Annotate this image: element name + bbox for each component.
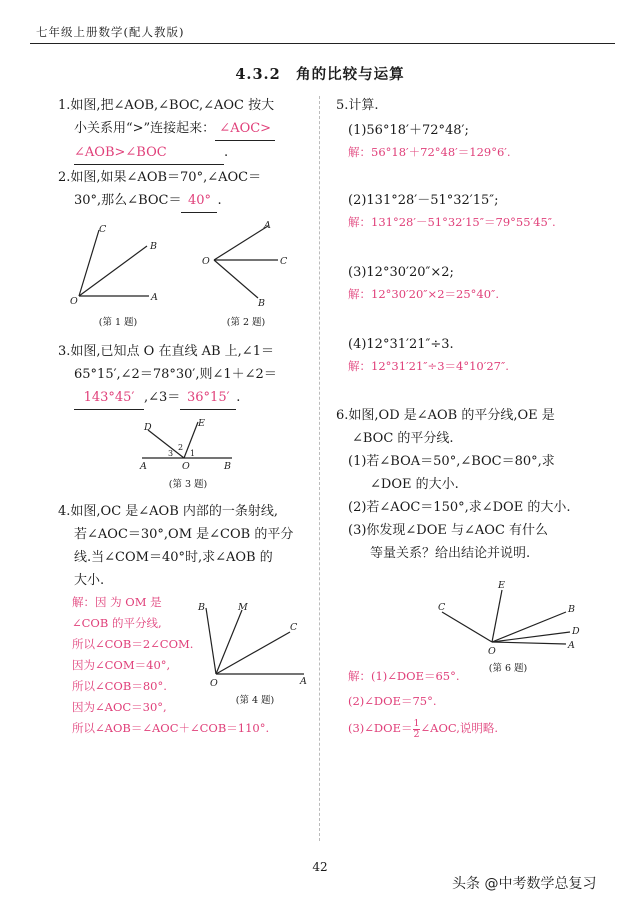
svg-text:C: C <box>99 224 107 235</box>
figure-q4 <box>196 598 311 688</box>
q5-solution: 解：12°31′21″÷3＝4°10′27″. <box>348 359 509 373</box>
q4-solution-line: 所以∠COB＝80°. <box>72 679 167 693</box>
svg-text:O: O <box>182 461 190 472</box>
q5-problem: (3)12°30′20″×2; <box>348 265 454 280</box>
q5-item-1 <box>348 119 618 163</box>
q1-answer-part1: ∠AOC> <box>215 117 275 141</box>
q1-line2: 小关系用“>”连接起来： ∠AOC> <box>74 117 313 141</box>
q5-problem: (1)56°18′＋72°48′; <box>348 123 469 138</box>
svg-text:O: O <box>202 256 210 267</box>
svg-text:A: A <box>568 640 575 651</box>
section-title: 4.3.2 角的比较与运算 <box>235 66 405 83</box>
q1-answer-part2: ∠AOB>∠BOC <box>74 141 224 165</box>
figure-q6-caption: (第 6 题) <box>488 663 528 674</box>
q4-solution-line: ∠COB 的平分线, <box>72 616 162 630</box>
q4-solution-line: 因为∠COM＝40°, <box>72 658 171 672</box>
watermark-text: 头条 @中考数学总复习 <box>452 876 597 892</box>
svg-text:B: B <box>568 604 575 615</box>
svg-text:A: A <box>151 292 158 303</box>
q2-line1: 2.如图,如果∠AOB＝70°,∠AOC＝ <box>58 170 262 185</box>
q6-solution <box>348 666 618 740</box>
q3-line3: 143°45′ ,∠3＝ 36°15′ . <box>74 386 313 410</box>
svg-text:A: A <box>140 461 147 472</box>
svg-text:A: A <box>300 676 307 687</box>
q6-solution-2: (2)∠DOE＝75°. <box>348 694 437 708</box>
q6-solution-3: (3)∠DOE＝ $\frac{1}{2}$ ∠AOC,说明略. <box>348 717 499 740</box>
figure-q1-caption: (第 1 题) <box>98 317 138 328</box>
svg-text:1: 1 <box>190 449 196 458</box>
q5-item-2 <box>348 189 618 233</box>
q2-line2: 30°,那么∠BOC＝ 40° . <box>74 189 313 213</box>
question-2 <box>58 166 313 213</box>
figure-q4-caption: (第 4 题) <box>235 695 275 706</box>
column-divider <box>319 96 320 841</box>
figure-q3 <box>138 418 238 472</box>
q1-line1: 1.如图,把∠AOB,∠BOC,∠AOC 按大 <box>58 98 275 113</box>
svg-text:O: O <box>210 678 218 688</box>
q6-line1: 6.如图,OD 是∠AOB 的平分线,OE 是 <box>336 408 555 423</box>
q3-answer-1: 143°45′ <box>74 386 144 410</box>
svg-text:O: O <box>488 646 496 656</box>
q4-line2: 若∠AOC＝30°,OM 是∠COB 的平分 <box>74 527 294 542</box>
svg-text:A: A <box>264 220 271 231</box>
svg-text:C: C <box>438 602 446 613</box>
q4-solution-line: 解：因 为 OM 是 <box>72 595 162 609</box>
q5-solution: 解：131°28′－51°32′15″＝79°55′45″. <box>348 215 556 229</box>
figure-q3-caption: (第 3 题) <box>168 479 208 490</box>
q4-line3: 线.当∠COM＝40°时,求∠AOB 的 <box>74 550 273 565</box>
q2-answer: 40° <box>181 189 217 213</box>
question-5-title: 5.计算. <box>336 98 379 113</box>
book-header: 七年级上册数学(配人教版) <box>36 25 185 39</box>
figure-q2-caption: (第 2 题) <box>226 317 266 328</box>
q6-line2: ∠BOC 的平分线. <box>352 431 454 446</box>
q5-solution: 解：56°18′＋72°48′＝129°6′. <box>348 145 511 159</box>
q4-line4: 大小. <box>74 573 105 588</box>
q6-sub1-b: ∠DOE 的大小. <box>370 477 459 492</box>
q5-item-4 <box>348 333 618 377</box>
q4-solution-line: 所以∠AOB＝∠AOC＋∠COB＝110°. <box>72 721 270 735</box>
svg-text:C: C <box>290 622 298 633</box>
q6-sub3-a: (3)你发现∠DOE 与∠AOC 有什么 <box>348 523 549 538</box>
svg-text:E: E <box>498 580 505 591</box>
svg-text:D: D <box>144 422 152 433</box>
svg-text:E: E <box>198 418 205 429</box>
question-6 <box>336 404 618 565</box>
figure-q1 <box>65 222 170 307</box>
svg-text:2: 2 <box>178 443 184 452</box>
svg-text:B: B <box>150 241 157 252</box>
q6-solution-1: 解：(1)∠DOE＝65°. <box>348 669 460 683</box>
svg-text:D: D <box>572 626 580 637</box>
q3-line1: 3.如图,已知点 O 在直线 AB 上,∠1＝ <box>58 344 274 359</box>
q4-line1: 4.如图,OC 是∠AOB 内部的一条射线, <box>58 504 279 519</box>
q3-answer-2: 36°15′ <box>180 386 236 410</box>
svg-text:O: O <box>70 296 78 307</box>
svg-text:B: B <box>258 298 265 308</box>
figure-q6 <box>428 576 588 656</box>
svg-text:C: C <box>280 256 288 267</box>
page-number: 42 <box>312 860 328 874</box>
svg-text:B: B <box>198 602 205 613</box>
q3-line2: 65°15′,∠2＝78°30′,则∠1＋∠2＝ <box>74 367 277 382</box>
q4-solution-line: 所以∠COB＝2∠COM. <box>72 637 194 651</box>
q6-sub2: (2)若∠AOC＝150°,求∠DOE 的大小. <box>348 500 571 515</box>
header-rule <box>30 43 615 44</box>
svg-text:M: M <box>238 602 248 613</box>
q6-sub1-a: (1)若∠BOA＝50°,∠BOC＝80°,求 <box>348 454 555 469</box>
q5-problem: (2)131°28′－51°32′15″; <box>348 193 499 208</box>
fraction-half: $\frac{1}{2}$ <box>413 717 420 740</box>
q5-item-3 <box>348 261 618 305</box>
q4-solution-line: 因为∠AOC＝30°, <box>72 700 167 714</box>
svg-text:3: 3 <box>168 449 174 458</box>
question-3 <box>58 340 313 410</box>
figure-q2 <box>196 218 296 308</box>
q5-problem: (4)12°31′21″÷3. <box>348 337 454 352</box>
q1-line3: ∠AOB>∠BOC . <box>74 141 313 165</box>
q6-sub3-b: 等量关系？给出结论并说明. <box>370 546 531 561</box>
question-4 <box>58 500 313 592</box>
question-1 <box>58 94 313 165</box>
svg-text:B: B <box>224 461 231 472</box>
q5-solution: 解：12°30′20″×2＝25°40″. <box>348 287 499 301</box>
